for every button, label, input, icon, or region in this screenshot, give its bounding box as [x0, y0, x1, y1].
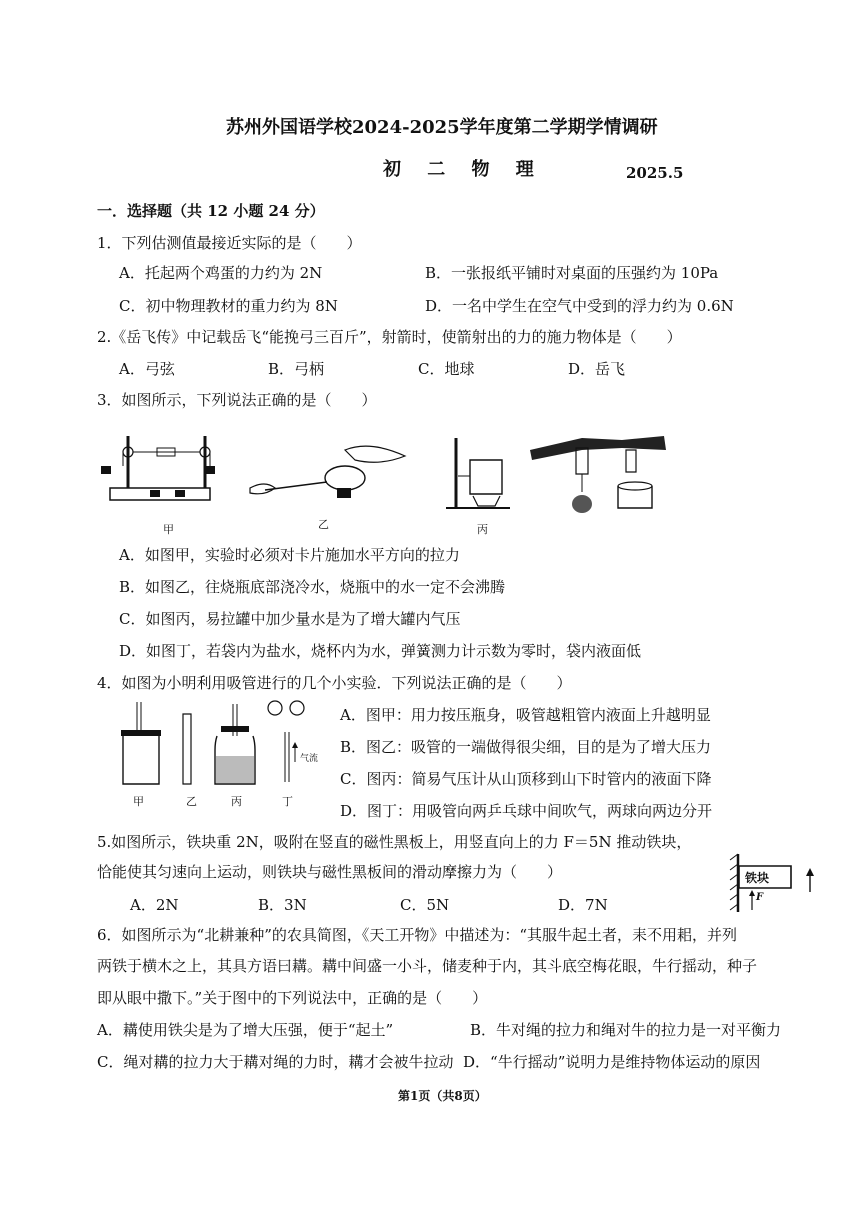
q2-stem: 2.《岳飞传》中记载岳飞“能挽弓三百斤”，射箭时，使箭射出的力的施力物体是（ ）: [97, 328, 682, 346]
subject-title: 初 二 物 理: [383, 159, 544, 180]
q6-option-b: B．牛对绳的拉力和绳对牛的拉力是一对平衡力: [470, 1021, 782, 1039]
q6-option-c: C．绳对耩的拉力大于耩对绳的力时，耩才会被牛拉动: [97, 1053, 454, 1071]
q1-stem: 1．下列估测值最接近实际的是（ ）: [97, 234, 362, 252]
q5-figure: [724, 852, 824, 914]
q1-option-a: A．托起两个鸡蛋的力约为 2N: [119, 264, 323, 282]
page-footer: 第1页（共8页）: [398, 1089, 487, 1103]
q4-option-d: D．图丁：用吸管向两乒乓球中间吹气，两球向两边分开: [340, 802, 713, 820]
q4-airflow-label: 气流: [300, 754, 319, 764]
q2-option-c: C．地球: [418, 360, 475, 378]
q5-option-b: B．3N: [258, 896, 307, 914]
q3-figure-yi: [245, 438, 415, 518]
q2-option-d: D．岳飞: [568, 360, 626, 378]
q4-option-b: B．图乙：吸管的一端做得很尖细，目的是为了增大压力: [340, 738, 712, 756]
q5-block-label: 铁块: [745, 871, 770, 885]
exam-date: 2025.5: [626, 164, 684, 182]
q3-figure-ding: [522, 428, 682, 520]
q4-label-yi: 乙: [186, 795, 197, 808]
q4-stem: 4．如图为小明利用吸管进行的几个小实验．下列说法正确的是（ ）: [97, 674, 572, 692]
q4-figure: [115, 700, 335, 792]
q4-option-a: A．图甲：用力按压瓶身，吸管越粗管内液面上升越明显: [340, 706, 711, 724]
q3-stem: 3．如图所示，下列说法正确的是（ ）: [97, 391, 377, 409]
q6-stem: 6．如图所示为“北耕兼种”的农具简图，《天工开物》中描述为：“其服牛起土者，耒不用耜，并列: [97, 926, 738, 944]
q6-option-a: A．耩使用铁尖是为了增大压强，便于“起土”: [97, 1021, 394, 1039]
q1-option-c: C．初中物理教材的重力约为 8N: [119, 297, 338, 315]
q3-label-yi: 乙: [318, 518, 329, 531]
q6-stem-3: 即从眼中撒下。”关于图中的下列说法中，正确的是（ ）: [97, 989, 488, 1007]
q2-option-a: A．弓弦: [119, 360, 175, 378]
q5-stem: 5.如图所示，铁块重 2N，吸附在竖直的磁性黑板上，用竖直向上的力 F＝5N 推动铁块，: [97, 833, 692, 851]
q3-label-bing: 丙: [477, 523, 488, 536]
section-heading: 一．选择题（共 12 小题 24 分）: [97, 202, 325, 220]
q3-option-c: C．如图丙，易拉罐中加少量水是为了增大罐内气压: [119, 610, 461, 628]
q4-option-c: C．图丙：简易气压计从山顶移到山下时管内的液面下降: [340, 770, 712, 788]
q6-option-d: D．“牛行摇动”说明力是维持物体运动的原因: [463, 1053, 761, 1071]
q2-option-b: B．弓柄: [268, 360, 325, 378]
q5-option-d: D．7N: [558, 896, 608, 914]
q3-label-jia: 甲: [163, 523, 174, 536]
q3-figure-bing: [440, 436, 520, 521]
q3-option-a: A．如图甲，实验时必须对卡片施加水平方向的拉力: [119, 546, 460, 564]
q1-option-d: D．一名中学生在空气中受到的浮力约为 0.6N: [425, 297, 734, 315]
q5-force-label: F: [756, 892, 764, 903]
q4-label-bing: 丙: [231, 795, 242, 808]
q6-stem-2: 两铁于横木之上，其具方语曰耩。耩中间盛一小斗，储麦种于内，其斗底空梅花眼，牛行摇动，种子: [97, 957, 758, 975]
exam-title: 苏州外国语学校2024-2025学年度第二学期学情调研: [226, 117, 658, 138]
q3-option-b: B．如图乙，往烧瓶底部浇冷水，烧瓶中的水一定不会沸腾: [119, 578, 506, 596]
q3-figure-jia: [95, 430, 225, 520]
q1-option-b: B．一张报纸平铺时对桌面的压强约为 10Pa: [425, 264, 719, 282]
q5-stem-2: 恰能使其匀速向上运动，则铁块与磁性黑板间的滑动摩擦力为（ ）: [97, 863, 563, 881]
q5-option-c: C．5N: [400, 896, 450, 914]
q4-label-jia: 甲: [133, 795, 144, 808]
q3-option-d: D．如图丁，若袋内为盐水，烧杯内为水，弹簧测力计示数为零时，袋内液面低: [119, 642, 642, 660]
q4-label-ding: 丁: [282, 795, 293, 808]
q5-option-a: A．2N: [130, 896, 179, 914]
